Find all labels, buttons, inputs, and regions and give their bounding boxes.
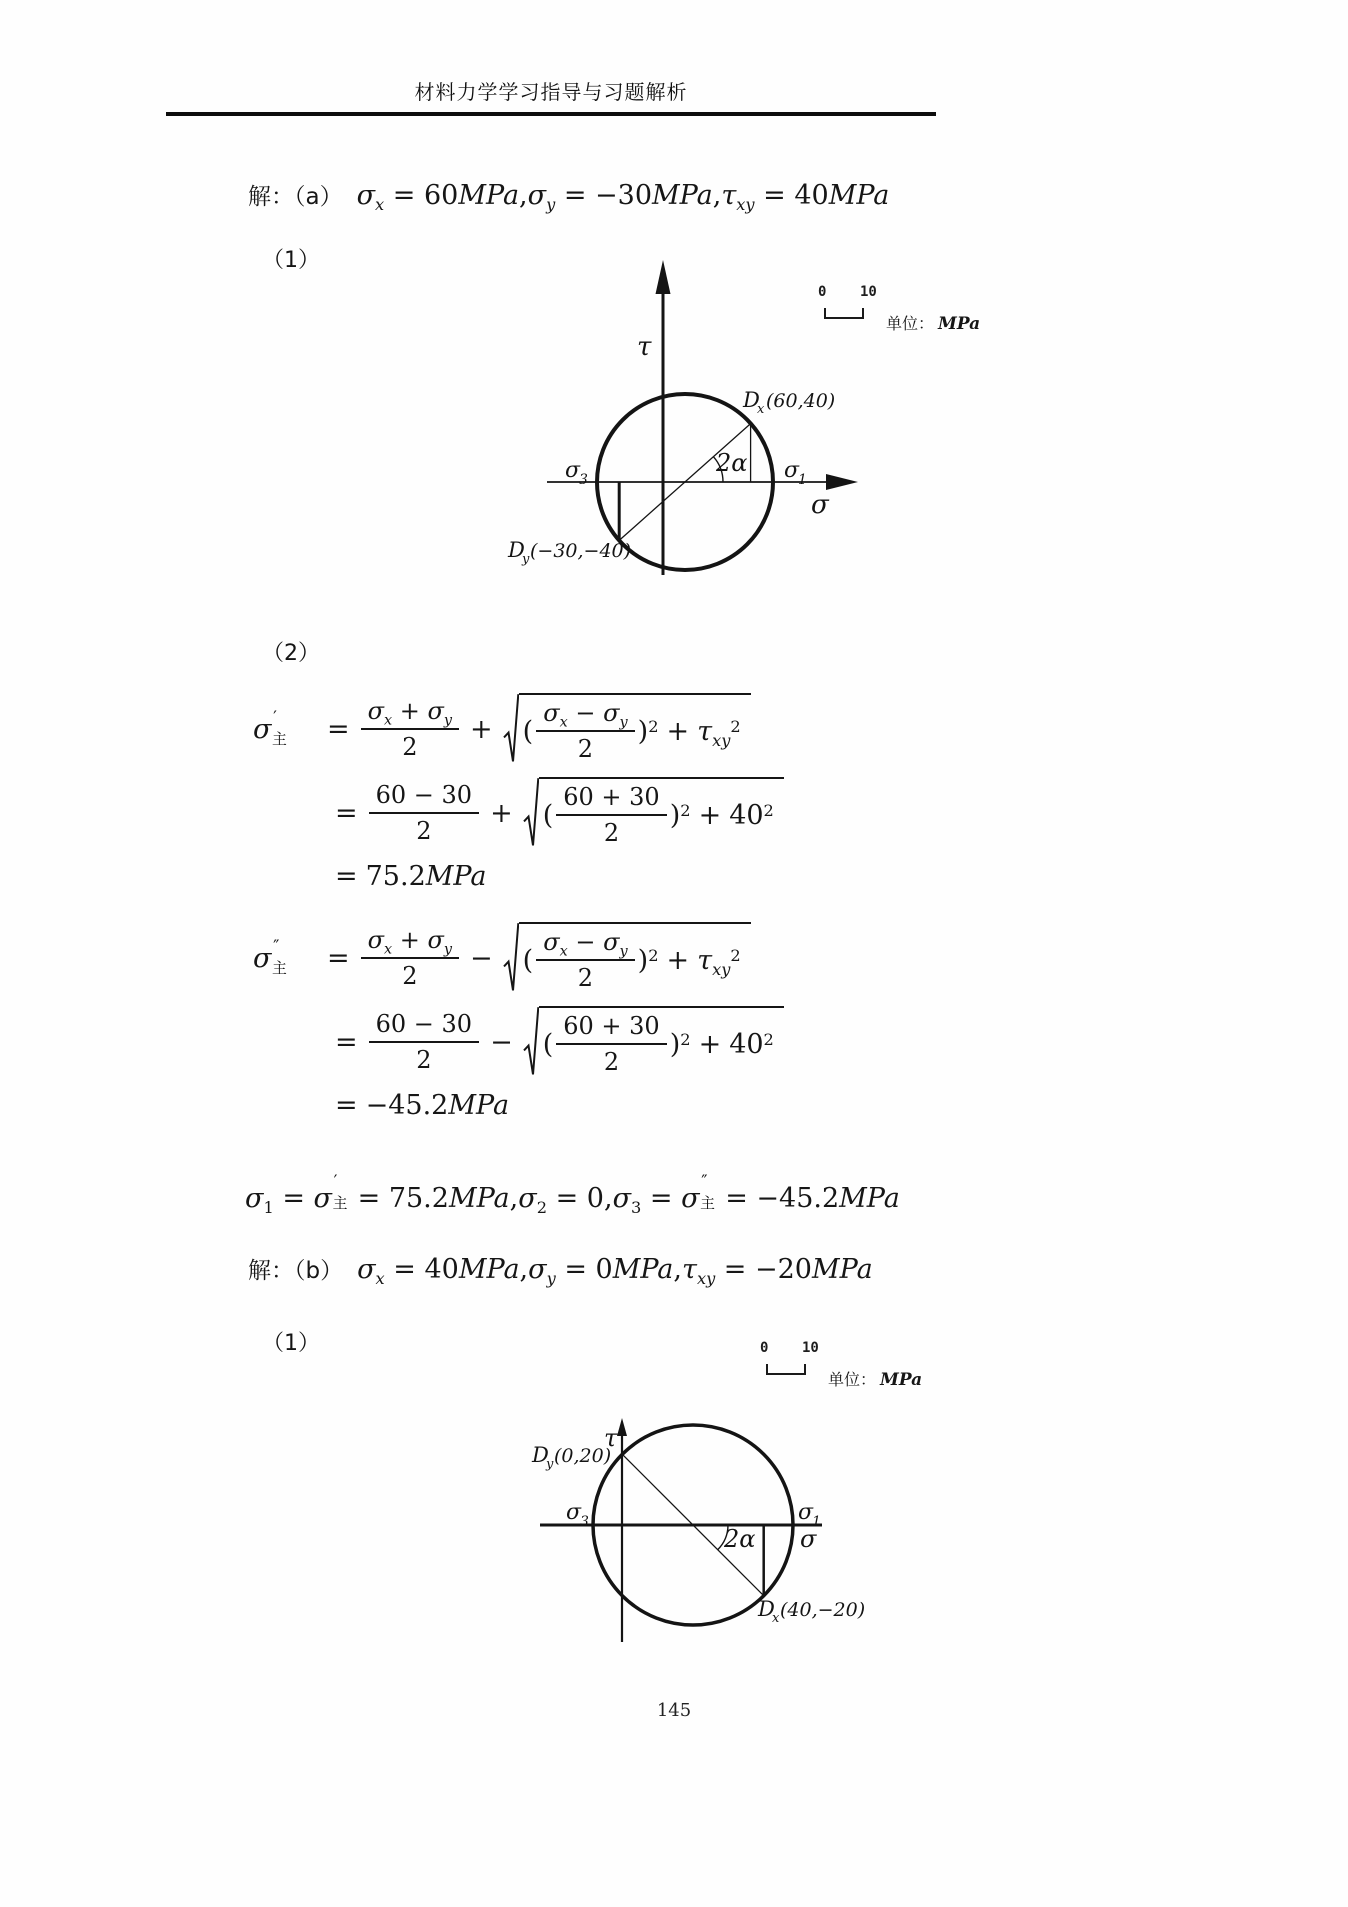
- solution-b-prefix: 解：（b）: [248, 1258, 344, 1284]
- step-label-b1: （1）: [262, 1331, 320, 1356]
- zhu-subscript: 主: [332, 1194, 348, 1213]
- dy-point-subscript: y: [522, 552, 530, 567]
- scale-bracket: [766, 1364, 806, 1375]
- open-paren: (: [522, 944, 534, 976]
- scale-unit-label: [828, 1367, 922, 1390]
- summary-part1: $\sigma_1 = \sigma$: [245, 1183, 332, 1218]
- dy-point-coords: (0,20): [554, 1445, 612, 1467]
- numerator: $\sigma_x + \sigma_y$: [361, 926, 459, 959]
- forty-squared-term: $40^2$: [729, 1028, 774, 1060]
- scale-tick-0: 0: [818, 284, 827, 300]
- equals-sign: =: [335, 1026, 358, 1058]
- equals-sign: =: [327, 713, 350, 745]
- sigma-axis-label: σ: [800, 1525, 817, 1553]
- open-paren: (: [522, 715, 534, 747]
- dy-point-coords: (−30,−40): [530, 540, 632, 562]
- step-label-a1: （1）: [262, 248, 320, 273]
- dy-point-label: D: [508, 538, 525, 562]
- tau-axis-arrow: [656, 260, 671, 294]
- tau-axis-label: τ: [637, 332, 652, 362]
- dx-point-label: D: [743, 388, 760, 412]
- solution-a-given-values: $\sigma_x = 60MPa,\sigma_y = -30MPa,\tau_{xy} = 40MPa$: [356, 180, 890, 215]
- open-paren: (: [542, 799, 554, 831]
- sigma-symbol: σ: [253, 942, 272, 974]
- radicand: [539, 1006, 784, 1078]
- fraction: [556, 1012, 666, 1076]
- mohr-circle-diagram-a: [440, 250, 870, 580]
- sigma1-label: σ: [798, 1500, 814, 1525]
- close-paren-squared: )$^2$: [637, 944, 659, 976]
- plus-sign: +: [490, 797, 513, 829]
- angle-2a-label: 2α: [724, 1525, 756, 1553]
- unit-mpa: MPa: [938, 314, 981, 334]
- sigma-axis-arrow: [826, 474, 858, 490]
- tau-axis-label: τ: [604, 1424, 618, 1452]
- radical-sign: [503, 922, 519, 994]
- fraction: [361, 697, 459, 761]
- mohr-circle-diagram-b: [440, 1400, 870, 1672]
- tau-axis-arrow: [617, 1418, 627, 1436]
- formula-line-3: [253, 1090, 784, 1121]
- sigma1-subscript: 1: [798, 472, 807, 488]
- dx-point-coords: (60,40): [766, 390, 836, 412]
- formula-line-3: [253, 861, 784, 892]
- plus-sign: +: [666, 944, 690, 976]
- close-paren-squared: )$^2$: [637, 715, 659, 747]
- prime-zhu-stack: [700, 1171, 726, 1213]
- summary-part3: = −45.2MPa: [725, 1183, 900, 1214]
- fraction: [556, 783, 666, 847]
- dx-point-label: D: [758, 1597, 775, 1621]
- tau-squared-term: $\tau_{xy}^2$: [697, 715, 741, 750]
- dx-point-subscript: x: [757, 402, 765, 417]
- equals-sign: =: [335, 861, 358, 892]
- plus-sign: +: [698, 1028, 722, 1060]
- forty-squared-term: $40^2$: [729, 799, 774, 831]
- denominator: 2: [416, 1046, 432, 1074]
- equals-sign: =: [335, 1090, 358, 1121]
- numerator: 60 − 30: [369, 781, 479, 814]
- sigma1-label: σ: [784, 458, 800, 483]
- unit-text: 单位：: [886, 314, 935, 333]
- numerator: $\sigma_x - \sigma_y$: [536, 699, 634, 732]
- fraction: [369, 1010, 479, 1074]
- minus-sign: −: [490, 1026, 513, 1058]
- sigma-symbol: σ: [253, 713, 272, 745]
- fraction: [361, 926, 459, 990]
- denominator: 2: [603, 819, 620, 847]
- fraction: [536, 699, 634, 763]
- denominator: 2: [577, 735, 594, 763]
- zhu-subscript: 主: [272, 729, 287, 748]
- prime-mark: ′: [333, 1171, 338, 1192]
- scale-tick-10: 10: [860, 284, 877, 300]
- zhu-subscript: 主: [272, 958, 287, 977]
- page-number: 145: [656, 1700, 692, 1721]
- zhu-subscript: 主: [700, 1194, 715, 1213]
- prime-mark: ′: [273, 706, 277, 727]
- plus-sign: +: [666, 715, 690, 747]
- numerator: 60 + 30: [556, 1012, 666, 1045]
- sigma3-subscript: 3: [579, 472, 588, 488]
- result-value: −45.2MPa: [365, 1090, 510, 1121]
- sigma-axis-label: σ: [811, 490, 829, 520]
- denominator: 2: [416, 817, 432, 845]
- square-root: [523, 1006, 784, 1078]
- sigma1-subscript: 1: [812, 1514, 821, 1530]
- sigma3-label: σ: [565, 458, 581, 483]
- unit-text: 单位：: [828, 1370, 877, 1389]
- numerator: 60 − 30: [369, 1010, 479, 1043]
- plus-sign: +: [698, 799, 722, 831]
- header-rule: [166, 112, 936, 116]
- scale-tick-10: 10: [802, 1340, 819, 1356]
- denominator: 2: [603, 1048, 620, 1076]
- numerator: $\sigma_x + \sigma_y$: [361, 697, 459, 730]
- scale-bar-b: [748, 1340, 948, 1388]
- summary-part2: = $75.2MPa,\sigma_2 = 0,\sigma_3 = \sigma$: [357, 1183, 700, 1218]
- numerator: $\sigma_x - \sigma_y$: [536, 928, 634, 961]
- principal-stress-summary: [245, 1171, 900, 1218]
- double-prime-mark: ″: [273, 935, 280, 956]
- formula-line-1: [253, 693, 784, 765]
- prime-zhu-stack: [271, 706, 297, 748]
- formula-line-1: [253, 922, 784, 994]
- unit-mpa: MPa: [880, 1370, 923, 1390]
- radical-sign: [523, 777, 539, 849]
- scale-unit-label: [886, 311, 980, 334]
- numerator: 60 + 30: [556, 783, 666, 816]
- sigma3-label: σ: [566, 1500, 582, 1525]
- equals-sign: =: [335, 797, 358, 829]
- radicand: [539, 777, 784, 849]
- radicand: [519, 922, 751, 994]
- formula-sigma-prime: [253, 693, 784, 904]
- fraction: [369, 781, 479, 845]
- prime-zhu-stack: [271, 935, 297, 977]
- dy-point-subscript: y: [546, 1457, 554, 1472]
- solution-a-prefix: 解：（a）: [248, 184, 343, 210]
- solution-b-line: [248, 1252, 873, 1289]
- solution-a-line: [248, 178, 890, 215]
- dx-point-coords: (40,−20): [780, 1599, 866, 1621]
- square-root: [503, 693, 751, 765]
- prime-zhu-stack: [332, 1171, 358, 1213]
- open-paren: (: [542, 1028, 554, 1060]
- tau-squared-term: $\tau_{xy}^2$: [697, 944, 741, 979]
- radical-sign: [523, 1006, 539, 1078]
- dx-point-subscript: x: [772, 1611, 780, 1626]
- equals-sign: =: [327, 942, 350, 974]
- formula-line-2: [253, 777, 784, 849]
- radical-sign: [503, 693, 519, 765]
- result-value: 75.2MPa: [365, 861, 487, 892]
- angle-2a-label: 2α: [716, 449, 748, 477]
- formula-sigma-double-prime: [253, 922, 784, 1133]
- solution-b-given-values: $\sigma_x = 40MPa,\sigma_y = 0MPa,\tau_{xy} = -20MPa$: [357, 1254, 873, 1289]
- formula-line-2: [253, 1006, 784, 1078]
- page-header-title: 材料力学学习指导与习题解析: [414, 80, 688, 104]
- double-prime-mark: ″: [701, 1171, 708, 1192]
- lhs-sigma-double-prime: [253, 935, 319, 977]
- lhs-sigma-prime: [253, 706, 319, 748]
- denominator: 2: [402, 962, 418, 990]
- square-root: [503, 922, 751, 994]
- close-paren-squared: )$^2$: [669, 1028, 691, 1060]
- scale-tick-0: 0: [760, 1340, 769, 1356]
- fraction: [536, 928, 634, 992]
- radicand: [519, 693, 751, 765]
- sigma3-subscript: 3: [580, 1514, 589, 1530]
- denominator: 2: [402, 733, 418, 761]
- step-label-a2: （2）: [262, 641, 320, 666]
- square-root: [523, 777, 784, 849]
- minus-sign: −: [470, 942, 493, 974]
- close-paren-squared: )$^2$: [669, 799, 691, 831]
- plus-sign: +: [470, 713, 493, 745]
- dy-point-label: D: [532, 1443, 549, 1467]
- denominator: 2: [577, 964, 594, 992]
